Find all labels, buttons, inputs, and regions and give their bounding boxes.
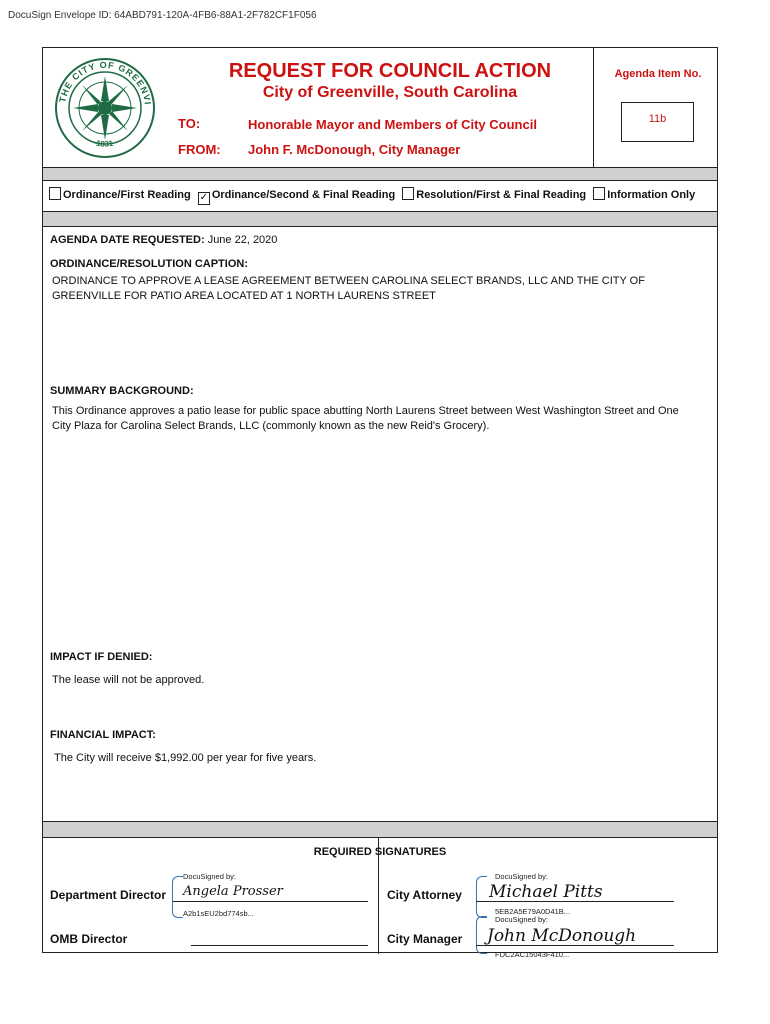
city-attorney-label: City Attorney <box>387 888 462 902</box>
docusign-bracket <box>476 876 487 918</box>
impact-text: The lease will not be approved. <box>52 674 205 686</box>
summary-text <box>52 404 679 434</box>
svg-text:THE CITY OF GREENVILLE: THE CITY OF GREENVI <box>57 59 153 106</box>
form-subtitle: City of Greenville, South Carolina <box>262 84 518 101</box>
omb-director-label: OMB Director <box>50 932 128 946</box>
impact-label: IMPACT IF DENIED: <box>50 651 153 663</box>
docusign-id: A2b1sEU2bd774sb... <box>183 909 254 918</box>
checkbox-gray-bar <box>43 211 717 227</box>
form-title: REQUEST FOR COUNCIL ACTION <box>228 60 552 82</box>
summary-line: City Plaza for Carolina Select Brands, LLC (commonly known as the new Reid's Grocery). <box>52 420 490 432</box>
reading-type-checkboxes <box>49 187 699 205</box>
signatures-divider <box>378 838 379 954</box>
council-action-form <box>42 47 718 959</box>
svg-text:1831: 1831 <box>95 138 114 149</box>
header-gray-bar <box>43 167 717 181</box>
checkbox-box[interactable] <box>49 187 61 200</box>
envelope-id: DocuSign Envelope ID: 64ABD791-120A-4FB6-88A1-2F782CF1F056 <box>8 10 317 21</box>
to-value: Honorable Mayor and Members of City Council <box>248 117 537 132</box>
docusigned-by-label: DocuSigned by: <box>495 915 548 924</box>
department-director-line <box>173 901 368 902</box>
city-seal-logo <box>53 56 157 160</box>
caption-line: GREENVILLE FOR PATIO AREA LOCATED AT 1 NORTH LAURENS STREET <box>52 290 436 302</box>
agenda-item-number: 11b <box>621 102 694 142</box>
caption-line: ORDINANCE TO APPROVE A LEASE AGREEMENT BETWEEN CAROLINA SELECT BRANDS, LLC AND THE CITY OF <box>52 275 645 287</box>
checkbox-label: Ordinance/First Reading <box>63 189 191 201</box>
checkbox-information-only[interactable] <box>593 189 695 201</box>
from-label: FROM: <box>178 142 221 157</box>
summary-line: This Ordinance approves a patio lease for public space abutting North Laurens Street between West Washington Street and One <box>52 405 679 417</box>
checkbox-resolution-first-final[interactable] <box>402 189 586 201</box>
caption-text <box>52 274 645 304</box>
docusigned-by-label: DocuSigned by: <box>495 872 548 881</box>
city-manager-signature[interactable]: John McDonough <box>487 926 637 946</box>
agenda-date-value: June 22, 2020 <box>207 234 278 246</box>
city-manager-label: City Manager <box>387 932 463 946</box>
department-director-signature[interactable]: Angela Prosser <box>183 884 283 899</box>
financial-text: The City will receive $1,992.00 per year for five years. <box>54 752 317 764</box>
checkbox-label: Information Only <box>607 189 696 201</box>
checkbox-label: Resolution/First & Final Reading <box>416 189 587 201</box>
caption-label: ORDINANCE/RESOLUTION CAPTION: <box>50 258 248 270</box>
summary-label: SUMMARY BACKGROUND: <box>50 385 194 397</box>
header-divider <box>593 48 594 168</box>
docusign-id: 5EB2A5E79A0D41B... <box>495 907 571 916</box>
agenda-item-label: Agenda Item No. <box>614 68 702 80</box>
agenda-date-label: AGENDA DATE REQUESTED: <box>50 234 205 246</box>
docusigned-by-label: DocuSigned by: <box>183 872 236 881</box>
checkbox-box[interactable] <box>402 187 414 200</box>
agenda-date <box>50 234 277 246</box>
docusign-bracket <box>476 916 487 954</box>
docusign-id: FDC2AC15043F410... <box>495 950 570 959</box>
docusign-bracket <box>172 876 183 918</box>
checkbox-box[interactable] <box>593 187 605 200</box>
checkbox-ordinance-first[interactable] <box>49 189 191 201</box>
signatures-gray-bar <box>43 821 717 838</box>
city-attorney-line <box>476 901 674 902</box>
signatures-title: REQUIRED SIGNATURES <box>313 846 447 858</box>
checkbox-label: Ordinance/Second & Final Reading <box>211 189 396 201</box>
to-label: TO: <box>178 116 201 131</box>
city-manager-line <box>476 945 674 946</box>
city-attorney-signature[interactable]: Michael Pitts <box>489 882 603 902</box>
checkbox-ordinance-second-final[interactable] <box>198 189 395 201</box>
from-value: John F. McDonough, City Manager <box>248 142 461 157</box>
department-director-label: Department Director <box>50 888 167 902</box>
omb-director-line[interactable] <box>191 945 368 946</box>
check-mark-icon[interactable]: ✓ <box>199 192 208 203</box>
financial-label: FINANCIAL IMPACT: <box>50 729 156 741</box>
